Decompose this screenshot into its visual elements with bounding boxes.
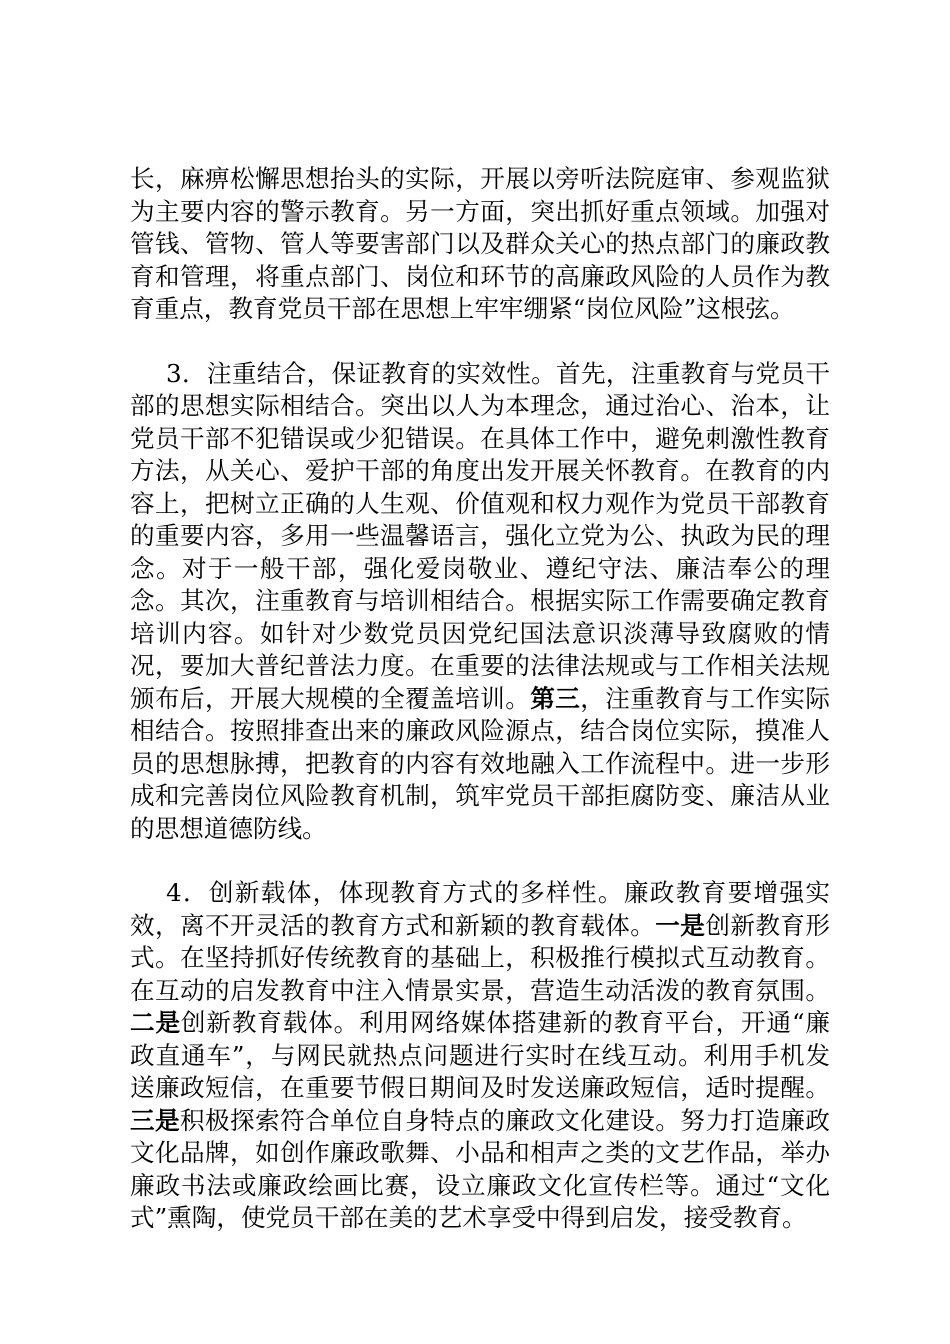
paragraph-section-4 [130,877,830,1235]
bold-emphasis: 第三 [530,683,581,713]
paragraph-section-3 [130,358,830,846]
paragraph-text: 积极探索符合单位自身特点的廉政文化建设。努力打造廉政文化品牌，如创作廉政歌舞、小品和相声之类的文艺作品，举办廉政书法或廉政绘画比赛，设立廉政文化宣传栏等。通过“文化式”熏陶，使党员干部在美的艺术享受中得到启发，接受教育。 [130,1105,830,1232]
paragraph-text: 创新教育形式。在坚持抓好传统教育的基础上，积极推行模拟式互动教育。在互动的启发教育中注入情景实景，营造生动活泼的教育氛围。 [130,910,830,1005]
document-body [130,163,830,1235]
paragraph-text: 4．创新载体，体现教育方式的多样性。廉政教育要增强实效，离不开灵活的教育方式和新颖的教育载体。 [130,878,830,940]
paragraph-continuation [130,163,830,326]
paragraph-text: 长，麻痹松懈思想抬头的实际，开展以旁听法院庭审、参观监狱为主要内容的警示教育。另一方面，突出抓好重点领域。加强对管钱、管物、管人等要害部门以及群众关心的热点部门的廉政教育和管理，将重点部门、岗位和环节的高廉政风险的人员作为教育重点，教育党员干部在思想上牢牢绷紧“岗位风险”这根弦。 [130,164,830,323]
paragraph-text: 创新教育载体。利用网络媒体搭建新的教育平台，开通“廉政直通车”，与网民就热点问题进行实时在线互动。利用手机发送廉政短信，在重要节假日期间及时发送廉政短信，适时提醒。 [130,1008,830,1102]
paragraph-text: ，注重教育与工作实际相结合。按照排查出来的廉政风险源点，结合岗位实际，摸准人员的思想脉搏，把教育的内容有效地融入工作流程中。进一步形成和完善岗位风险教育机制，筑牢党员干部拒腐防变、廉洁从业的思想道德防线。 [130,683,830,843]
bold-emphasis: 三是 [130,1105,181,1135]
bold-emphasis: 二是 [130,1008,181,1037]
paragraph-text: 3．注重结合，保证教育的实效性。首先，注重教育与党员干部的思想实际相结合。突出以人为本理念，通过治心、治本，让党员干部不犯错误或少犯错误。在具体工作中，避免刺激性教育方法，从关心、爱护干部的角度出发开展关怀教育。在教育的内容上，把树立正确的人生观、价值观和权力观作为党员干部教育的重要内容，多用一些温馨语言，强化立党为公、执政为民的理念。对于一般干部，强化爱岗敬业、遵纪守法、廉洁奉公的理念。其次，注重教育与培训相结合。根据实际工作需要确定教育培训内容。如针对少数党员因党纪国法意识淡薄导致腐败的情况，要加大普纪普法力度。在重要的法律法规或与工作相关法规颁布后，开展大规模的全覆盖培训。 [130,358,830,713]
bold-emphasis: 一是 [655,910,706,940]
